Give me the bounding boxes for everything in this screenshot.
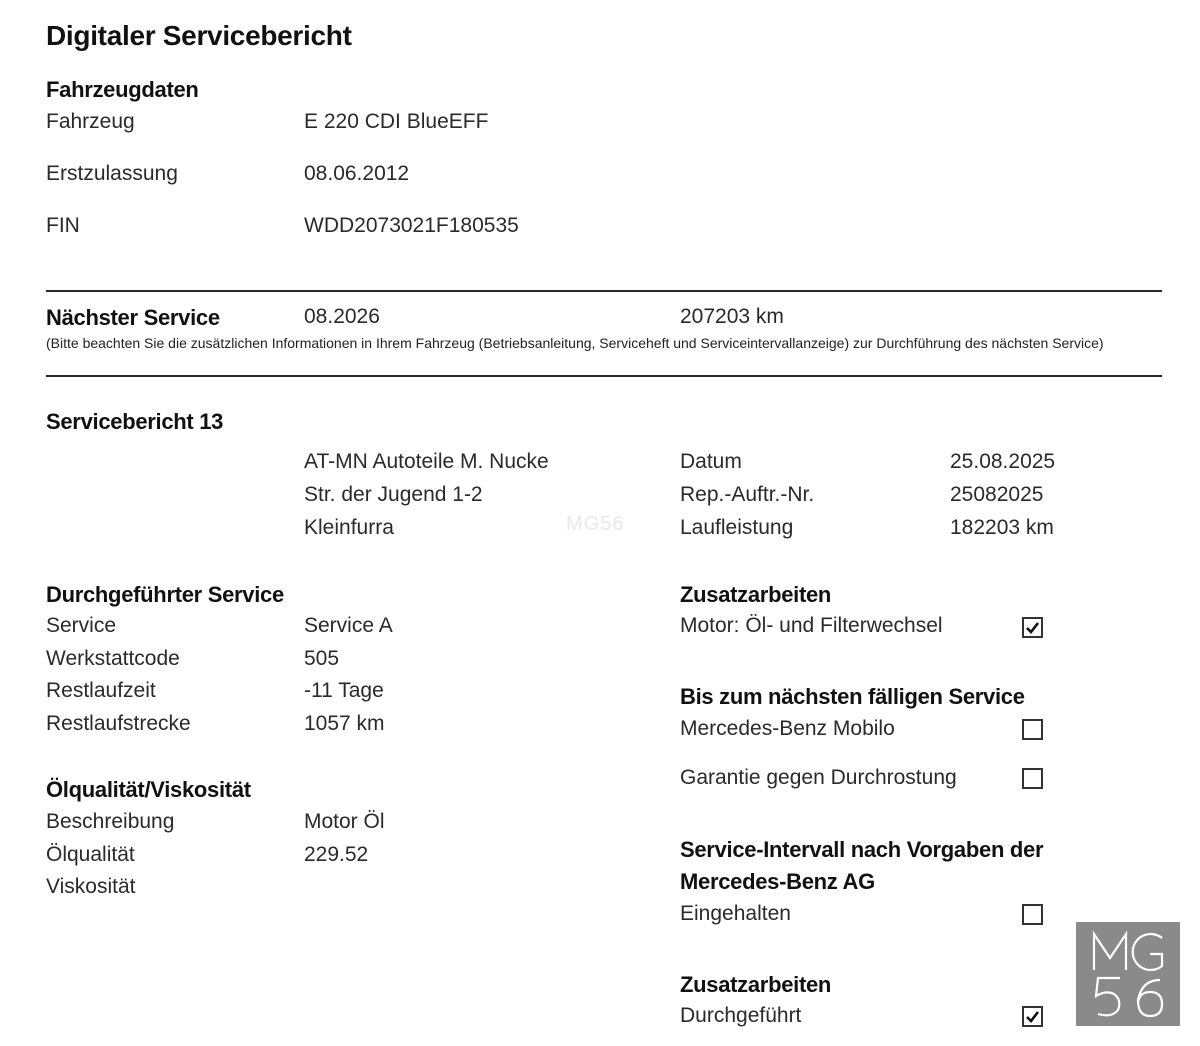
oil-heading: Ölqualität/Viskosität xyxy=(46,777,251,802)
check-icon xyxy=(1025,620,1040,635)
mg56-logo xyxy=(1076,922,1180,1026)
repair-order-value: 25082025 xyxy=(950,483,1044,506)
mileage-label: Laufleistung xyxy=(680,516,794,539)
vehicle-heading: Fahrzeugdaten xyxy=(46,77,199,102)
oil-quality-label: Ölqualität xyxy=(46,843,135,866)
extra-work-2-heading: Zusatzarbeiten xyxy=(680,972,832,997)
interval-kept-checkbox[interactable] xyxy=(1022,904,1043,925)
next-service-km: 207203 km xyxy=(680,305,784,328)
next-service-note: (Bitte beachten Sie die zusätzlichen Informationen in Ihrem Fahrzeug (Betriebsanleitung, Serviceheft und Serviceintervallanzeige) zur Durchführung des nächsten Service) xyxy=(46,335,1104,351)
performed-heading: Durchgeführter Service xyxy=(46,582,284,607)
oil-description-value: Motor Öl xyxy=(304,810,385,833)
rust-warranty-label: Garantie gegen Durchrostung xyxy=(680,766,957,789)
workshop-name: AT-MN Autoteile M. Nucke xyxy=(304,450,549,473)
workshop-street: Str. der Jugend 1-2 xyxy=(304,483,483,506)
oil-filter-change-checkbox[interactable] xyxy=(1022,617,1043,638)
viscosity-label: Viskosität xyxy=(46,875,136,898)
interval-heading-line2: Mercedes-Benz AG xyxy=(680,869,875,894)
vehicle-label: Fahrzeug xyxy=(46,110,135,133)
service-label: Service xyxy=(46,614,117,637)
oil-description-label: Beschreibung xyxy=(46,810,175,833)
mileage-value: 182203 km xyxy=(950,516,1054,539)
vin-label: FIN xyxy=(46,214,80,237)
remaining-time-label: Restlaufzeit xyxy=(46,679,156,702)
rust-warranty-checkbox[interactable] xyxy=(1022,768,1043,789)
check-icon xyxy=(1025,1009,1040,1024)
next-service-label: Nächster Service xyxy=(46,305,220,330)
divider-top xyxy=(46,290,1162,292)
divider-bottom xyxy=(46,375,1162,377)
report-heading: Servicebericht 13 xyxy=(46,409,224,434)
workshop-code-label: Werkstattcode xyxy=(46,647,180,670)
interval-kept-label: Eingehalten xyxy=(680,902,791,925)
center-watermark: MG56 xyxy=(566,513,625,535)
service-value: Service A xyxy=(304,614,393,637)
performed-label: Durchgeführt xyxy=(680,1004,802,1027)
date-label: Datum xyxy=(680,450,742,473)
mobilo-label: Mercedes-Benz Mobilo xyxy=(680,717,895,740)
vehicle-value: E 220 CDI BlueEFF xyxy=(304,110,489,133)
performed-checkbox[interactable] xyxy=(1022,1006,1043,1027)
remaining-time-value: -11 Tage xyxy=(304,679,384,702)
first-registration-value: 08.06.2012 xyxy=(304,162,410,185)
oil-filter-change-label: Motor: Öl- und Filterwechsel xyxy=(680,614,943,637)
mg56-logo-icon xyxy=(1076,922,1180,1026)
interval-heading-line1: Service-Intervall nach Vorgaben der xyxy=(680,837,1044,862)
repair-order-label: Rep.-Auftr.-Nr. xyxy=(680,483,815,506)
extra-work-heading: Zusatzarbeiten xyxy=(680,582,832,607)
first-registration-label: Erstzulassung xyxy=(46,162,178,185)
workshop-city: Kleinfurra xyxy=(304,516,394,539)
workshop-code-value: 505 xyxy=(304,647,340,670)
until-next-heading: Bis zum nächsten fälligen Service xyxy=(680,684,1025,709)
remaining-distance-label: Restlaufstrecke xyxy=(46,712,191,735)
oil-quality-value: 229.52 xyxy=(304,843,369,866)
vin-value: WDD2073021F180535 xyxy=(304,214,519,237)
next-service-date: 08.2026 xyxy=(304,305,380,328)
page-title: Digitaler Servicebericht xyxy=(46,20,352,51)
remaining-distance-value: 1057 km xyxy=(304,712,385,735)
date-value: 25.08.2025 xyxy=(950,450,1056,473)
mobilo-checkbox[interactable] xyxy=(1022,719,1043,740)
